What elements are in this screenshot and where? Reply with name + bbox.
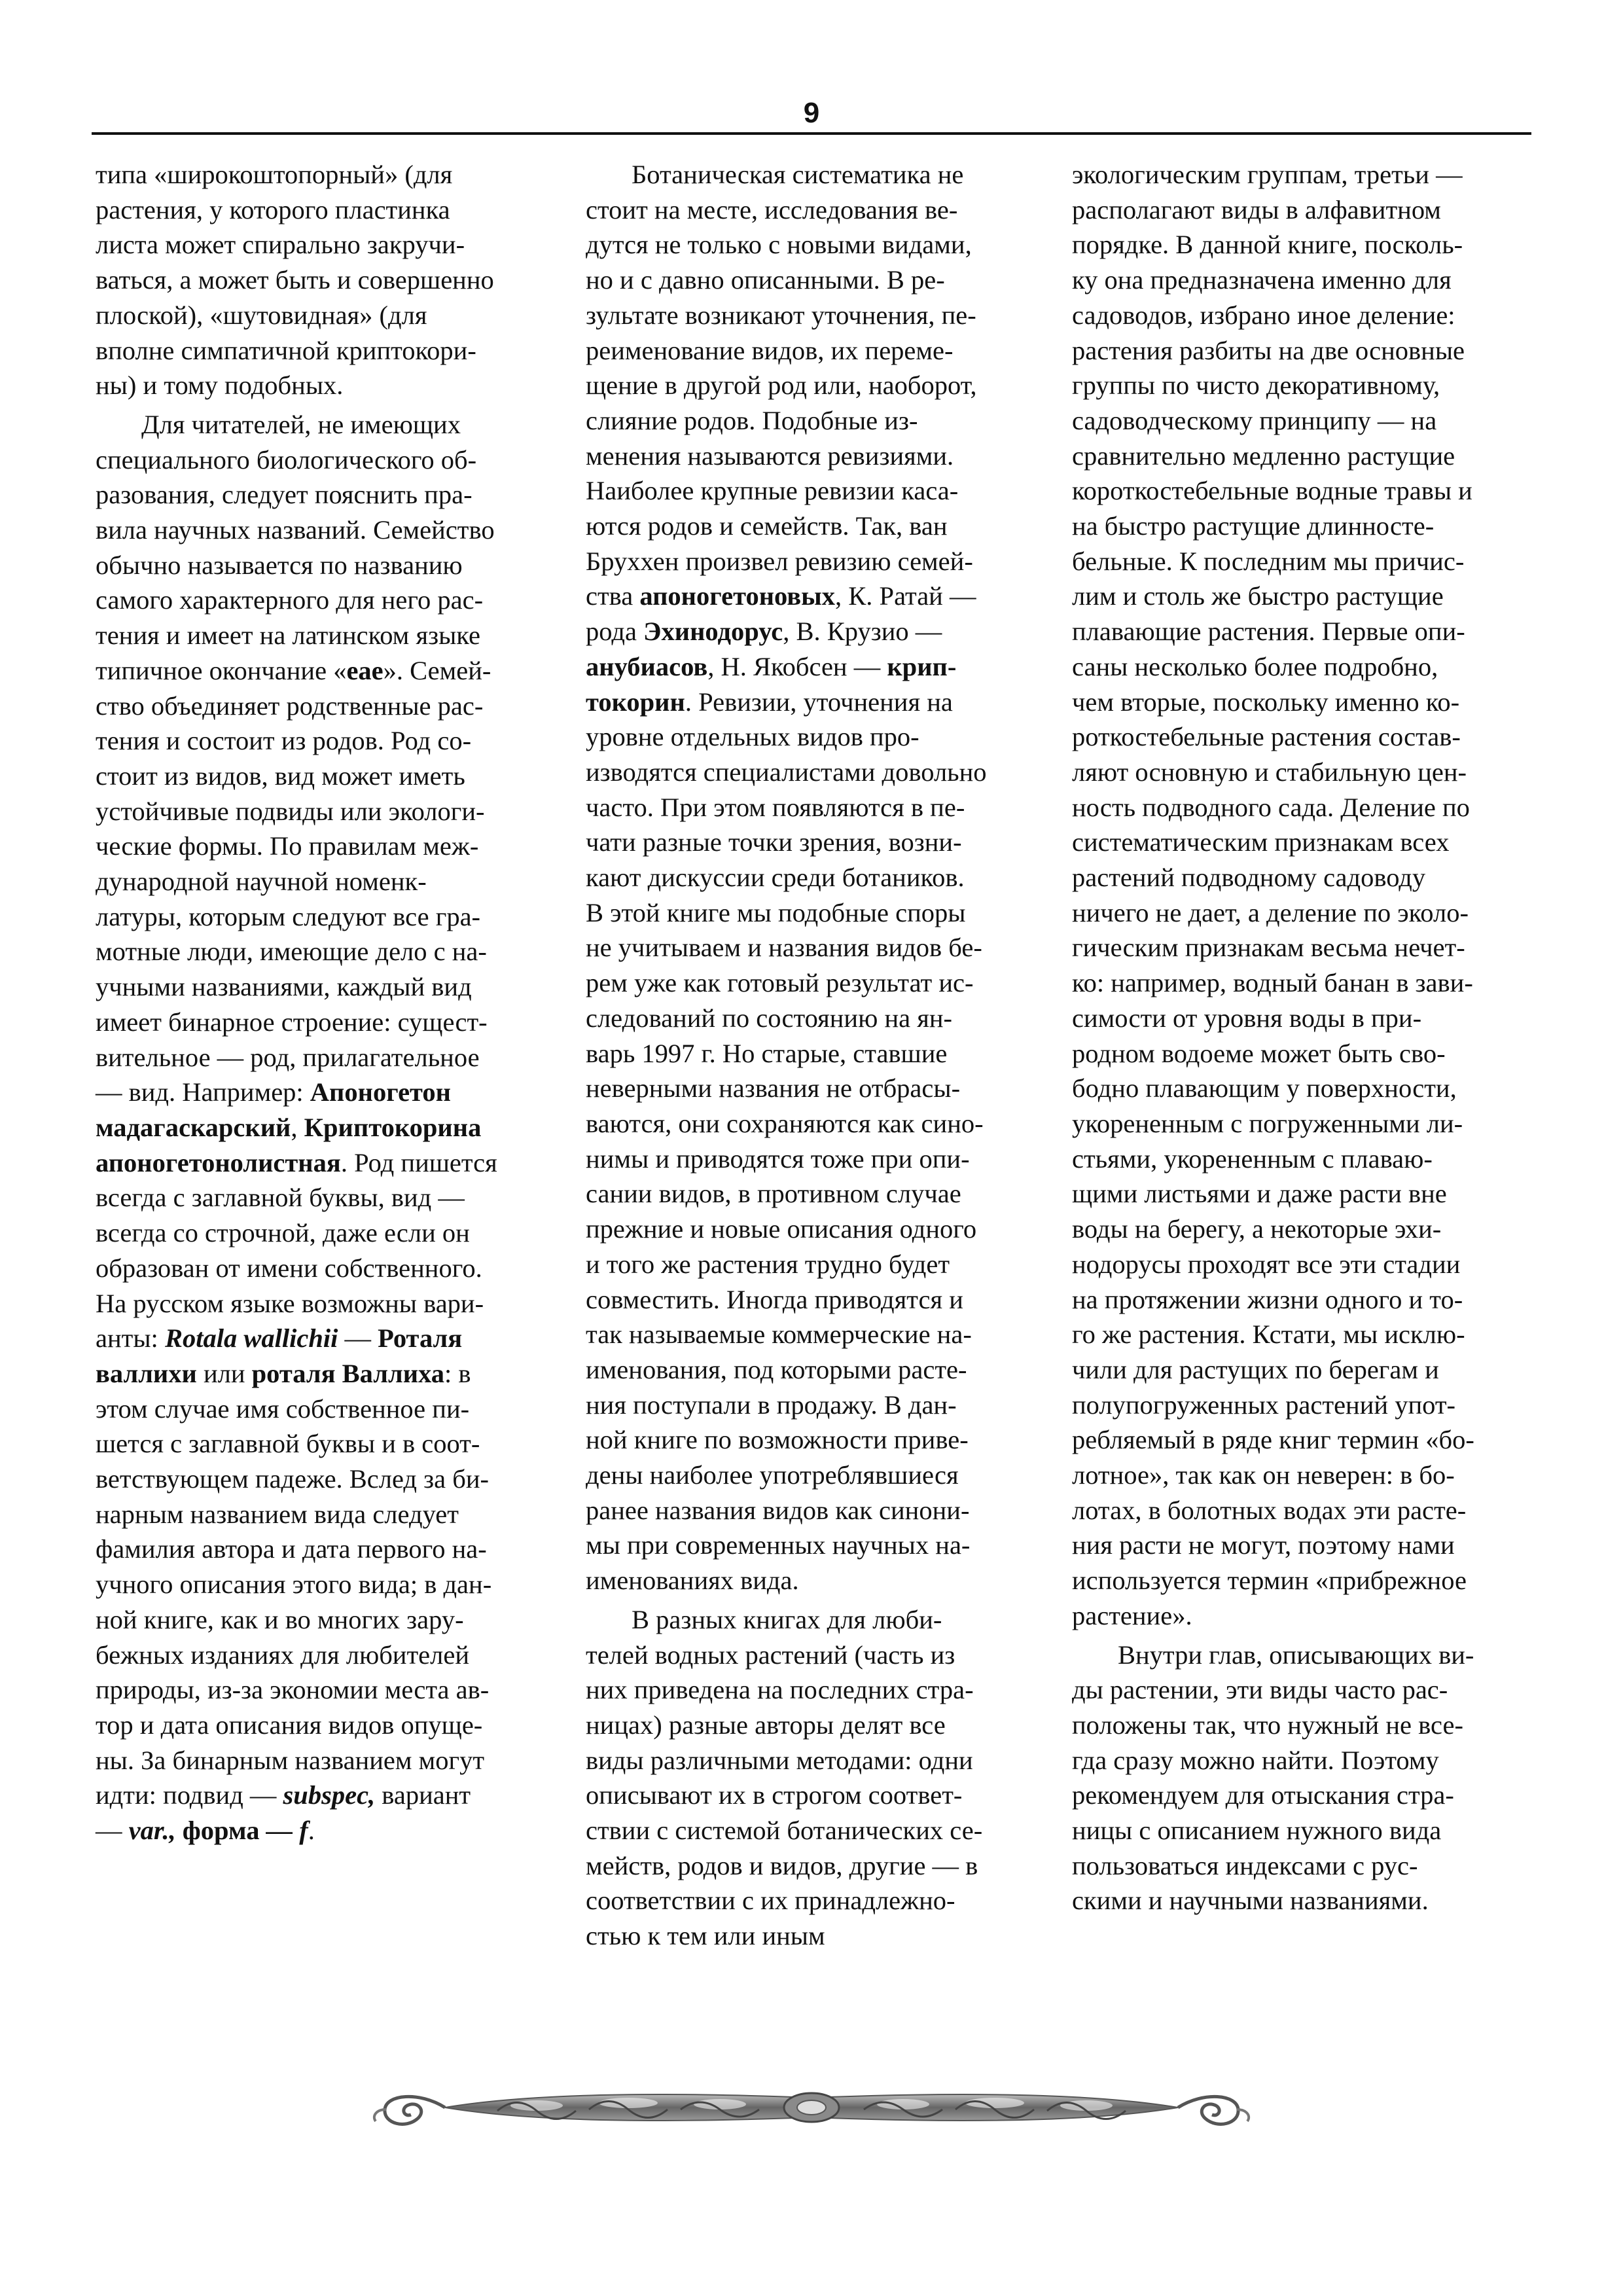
paragraph bbox=[586, 1602, 1044, 1954]
text-line: полупогруженных растений упот- bbox=[1072, 1390, 1456, 1420]
text-line: соответствии с их принадлежно- bbox=[586, 1886, 955, 1916]
text-line: именования, под которыми расте- bbox=[586, 1354, 967, 1384]
text-line: стьями, укорененным с плаваю- bbox=[1072, 1143, 1433, 1174]
text-line: чем вторые, поскольку именно ко- bbox=[1072, 687, 1460, 717]
text-line: лотах, в болотных водах эти расте- bbox=[1072, 1495, 1467, 1525]
text-line: идти: подвид — bbox=[96, 1780, 283, 1810]
species-name: валлихи bbox=[96, 1358, 197, 1388]
species-name: мадагаскарский bbox=[96, 1112, 291, 1142]
text-line: Наиболее крупные ревизии каса- bbox=[586, 476, 959, 506]
text-line: Ботаническая систематика не bbox=[632, 160, 964, 189]
text-line bbox=[260, 1816, 266, 1845]
text-line: ляют основную и стабильную цен- bbox=[1072, 757, 1467, 787]
text-line: — bbox=[96, 1816, 129, 1846]
page-number: 9 bbox=[803, 97, 820, 129]
species-name: роталя Валлиха bbox=[251, 1358, 445, 1388]
text-line: роткостебельные растения состав- bbox=[1072, 722, 1461, 752]
text-line: прежние и новые описания одного bbox=[586, 1214, 977, 1244]
paragraph bbox=[1072, 157, 1531, 1634]
text-line: ния расти не могут, поэтому нами bbox=[1072, 1530, 1455, 1560]
text-line: . bbox=[308, 1816, 315, 1846]
text-line: латуры, которым следуют все гра- bbox=[96, 901, 481, 931]
text-line: ничего не дает, а деление по эколо- bbox=[1072, 897, 1469, 927]
text-line: обычно называется по названию bbox=[96, 550, 463, 580]
text-line: ния поступали в продажу. В дан- bbox=[586, 1390, 957, 1420]
text-line: тор и дата описания видов опуще- bbox=[96, 1710, 483, 1740]
text-line: щение в другой род или, наоборот, bbox=[586, 370, 977, 401]
text-line: гда сразу можно найти. Поэтому bbox=[1072, 1745, 1439, 1775]
text-line: имеет бинарное строение: сущест- bbox=[96, 1007, 488, 1037]
text-line: ребляемый в ряде книг термин «бо- bbox=[1072, 1425, 1474, 1455]
text-line: стью к тем или иным bbox=[586, 1921, 825, 1951]
abbreviation: subspec, bbox=[283, 1780, 376, 1810]
column-right bbox=[1072, 157, 1531, 1918]
text-line: ницах) разные авторы делят все bbox=[586, 1710, 946, 1740]
text-line: ны) и тому подобных. bbox=[96, 370, 344, 401]
abbreviation: var., bbox=[128, 1816, 176, 1846]
text-line: укорененным с погруженными ли- bbox=[1072, 1108, 1463, 1138]
paragraph bbox=[586, 157, 1044, 1598]
text-line: мейств, родов и видов, другие — в bbox=[586, 1850, 978, 1880]
text-line: ной книге, как и во многих зару- bbox=[96, 1604, 464, 1634]
text-line: ствии с системой ботанических се- bbox=[586, 1816, 983, 1846]
text-line: родном водоеме может быть сво- bbox=[1072, 1038, 1446, 1068]
text-line: растение». bbox=[1072, 1600, 1192, 1630]
text-line: шется с заглавной буквы и в соот- bbox=[96, 1429, 480, 1459]
text-line: менения называются ревизиями. bbox=[586, 440, 954, 471]
abbreviation: — f bbox=[266, 1816, 308, 1846]
text-line: На русском языке возможны вари- bbox=[96, 1288, 484, 1318]
text-line: растения, у которого пластинка bbox=[96, 194, 450, 224]
text-line: всегда с заглавной буквы, вид — bbox=[96, 1183, 465, 1213]
header-rule bbox=[92, 132, 1531, 135]
text-line: ются родов и семейств. Так, ван bbox=[586, 511, 948, 541]
text-line: типа «широкоштопорный» (для bbox=[96, 160, 453, 189]
text-line: разования, следует пояснить пра- bbox=[96, 480, 473, 510]
text-line: нимы и приводятся тоже при опи- bbox=[586, 1143, 970, 1174]
text-line: дены наиболее употреблявшиеся bbox=[586, 1460, 959, 1490]
text-line: . Ревизии, уточнения на bbox=[685, 687, 953, 717]
text-line: го же растения. Кстати, мы исклю- bbox=[1072, 1319, 1465, 1350]
paragraph bbox=[1072, 1638, 1531, 1919]
text-line: систематическим признакам всех bbox=[1072, 827, 1450, 857]
text-line: . Род пишется bbox=[340, 1147, 497, 1177]
text-line: анты: bbox=[96, 1323, 165, 1354]
text-line: устойчивые подвиды или экологи- bbox=[96, 796, 485, 826]
text-line: дутся не только с новыми видами, bbox=[586, 230, 972, 260]
text-line: лотное», так как он неверен: в бо- bbox=[1072, 1460, 1455, 1490]
species-name: Криптокорина bbox=[304, 1112, 482, 1142]
species-name: Апоногетон bbox=[310, 1077, 451, 1107]
genus-name: Эхинодорус bbox=[643, 617, 783, 647]
text-line: ство объединяет родственные рас- bbox=[96, 691, 484, 721]
text-line: растения разбиты на две основные bbox=[1072, 335, 1465, 365]
species-name: апоногетонолистная bbox=[96, 1147, 341, 1177]
text-line: природы, из-за экономии места ав- bbox=[96, 1675, 490, 1705]
text-line: следований по состоянию на ян- bbox=[586, 1003, 953, 1033]
text-line: ко: например, водный банан в зави- bbox=[1072, 968, 1473, 998]
text-line: , К. Ратай — bbox=[835, 581, 976, 611]
text-line: тения и состоит из родов. Род со- bbox=[96, 726, 472, 756]
text-line: ветствующем падеже. Вслед за би- bbox=[96, 1464, 490, 1494]
text-line: сравнительно медленно растущие bbox=[1072, 440, 1455, 471]
text-line: бодно плавающим у поверхности, bbox=[1072, 1073, 1457, 1103]
text-line: специального биологического об- bbox=[96, 444, 477, 475]
text-line: зультате возникают уточнения, пе- bbox=[586, 300, 976, 330]
genus-name: анубиасов bbox=[586, 651, 708, 681]
paragraph bbox=[96, 157, 554, 403]
text-line: и того же растения трудно будет bbox=[586, 1249, 950, 1279]
text-line: не учитываем и названия видов бе- bbox=[586, 933, 982, 963]
text-line: чати разные точки зрения, возни- bbox=[586, 827, 962, 857]
species-name: Роталя bbox=[378, 1323, 463, 1354]
text-line: кают дискуссии среди ботаников. bbox=[586, 863, 965, 893]
text-line: них приведена на последних стра- bbox=[586, 1675, 974, 1705]
text-line: порядке. В данной книге, посколь- bbox=[1072, 230, 1463, 260]
text-line: вительное — род, прилагательное bbox=[96, 1042, 480, 1072]
text-line: дународной научной номенк- bbox=[96, 867, 427, 897]
text-line: телей водных растений (часть из bbox=[586, 1640, 955, 1670]
text-line: слияние родов. Подобные из- bbox=[586, 405, 918, 435]
text-line: саны несколько более подробно, bbox=[1072, 651, 1438, 681]
text-line: нодорусы проходят все эти стадии bbox=[1072, 1249, 1461, 1279]
text-line: пользоваться индексами с рус- bbox=[1072, 1850, 1418, 1880]
text-line: ческие формы. По правилам меж- bbox=[96, 831, 479, 861]
text-line: бежных изданиях для любителей bbox=[96, 1640, 470, 1670]
text-line: ранее названия видов как синони- bbox=[586, 1495, 970, 1525]
text-line: воды на берегу, а некоторые эхи- bbox=[1072, 1214, 1442, 1244]
text-line: сании видов, в противном случае bbox=[586, 1179, 961, 1209]
column-middle bbox=[586, 157, 1044, 1954]
text-line: так называемые коммерческие на- bbox=[586, 1319, 972, 1350]
text-line: ства bbox=[586, 581, 640, 611]
text-line: уровне отдельных видов про- bbox=[586, 722, 919, 752]
text-line: образован от имени собственного. bbox=[96, 1253, 482, 1283]
text-line: всегда со строчной, даже если он bbox=[96, 1218, 470, 1248]
text-line: форма bbox=[182, 1816, 260, 1846]
text-line: растений подводному садоводу bbox=[1072, 863, 1426, 893]
text-line: стоит из видов, вид может иметь bbox=[96, 761, 465, 791]
text-line: стоит на месте, исследования ве- bbox=[586, 194, 958, 224]
text-line: учными названиями, каждый вид bbox=[96, 972, 472, 1002]
text-line: учного описания этого вида; в дан- bbox=[96, 1570, 492, 1600]
text-line: В разных книгах для люби- bbox=[632, 1604, 942, 1634]
text-line: ваются, они сохраняются как сино- bbox=[586, 1108, 984, 1138]
text-line: плавающие растения. Первые опи- bbox=[1072, 617, 1465, 647]
text-line: совместить. Иногда приводятся и bbox=[586, 1284, 963, 1314]
text-line: но и с давно описанными. В ре- bbox=[586, 265, 945, 295]
text-line: симости от уровня воды в при- bbox=[1072, 1003, 1422, 1033]
footer-ornament-icon bbox=[366, 2078, 1257, 2137]
text-line: ку она предназначена именно для bbox=[1072, 265, 1452, 295]
latin-species-name: Rotala wallichii bbox=[164, 1323, 338, 1354]
text-line: — bbox=[338, 1323, 378, 1354]
text-line: : в bbox=[444, 1358, 471, 1388]
text-line: группы по чисто декоративному, bbox=[1072, 370, 1440, 401]
text-line: лим и столь же быстро растущие bbox=[1072, 581, 1444, 611]
text-line: рекомендуем для отыскания стра- bbox=[1072, 1780, 1454, 1810]
text-line: — вид. Например: bbox=[96, 1077, 310, 1107]
text-line: В этой книге мы подобные споры bbox=[586, 897, 966, 927]
text-line: часто. При этом появляются в пе- bbox=[586, 792, 965, 822]
text-line: ницы с описанием нужного вида bbox=[1072, 1816, 1442, 1846]
text-line: вила научных названий. Семейство bbox=[96, 515, 495, 545]
text-line: скими и научными названиями. bbox=[1072, 1886, 1429, 1916]
text-line: экологическим группам, третьи — bbox=[1072, 160, 1463, 189]
text-line: мотные люди, имеющие дело с на- bbox=[96, 937, 487, 967]
text-line: мы при современных научных на- bbox=[586, 1530, 971, 1560]
text-line: используется термин «прибрежное bbox=[1072, 1566, 1467, 1596]
text-line: короткостебельные водные травы и bbox=[1072, 476, 1472, 506]
text-line: изводятся специалистами довольно bbox=[586, 757, 987, 787]
genus-name: крип- bbox=[887, 651, 957, 681]
text-line: рем уже как готовый результат ис- bbox=[586, 968, 974, 998]
text-line: листа может спирально закручи- bbox=[96, 230, 465, 260]
text-line bbox=[176, 1816, 183, 1845]
text-line: описывают их в строгом соответ- bbox=[586, 1780, 963, 1810]
text-line: вариант bbox=[375, 1780, 471, 1810]
text-line: именованиях вида. bbox=[586, 1566, 799, 1596]
genus-name: токорин bbox=[586, 687, 685, 717]
text-line: или bbox=[196, 1358, 252, 1388]
text-line: ваться, а может быть и совершенно bbox=[96, 265, 494, 295]
text-line: ». Семей- bbox=[383, 655, 491, 685]
text-line: варь 1997 г. Но старые, ставшие bbox=[586, 1038, 948, 1068]
text-line: ды растении, эти виды часто рас- bbox=[1072, 1675, 1448, 1705]
text-line: рода bbox=[586, 617, 644, 647]
text-line: Внутри глав, описывающих ви- bbox=[1118, 1640, 1474, 1670]
text-line: на быстро растущие длинносте- bbox=[1072, 511, 1435, 541]
text-line: , bbox=[291, 1112, 304, 1142]
text-line: бельные. К последним мы причис- bbox=[1072, 546, 1465, 576]
column-left bbox=[96, 157, 554, 1848]
text-line: виды различными методами: одни bbox=[586, 1745, 973, 1775]
text-line: ны. За бинарным названием могут bbox=[96, 1745, 485, 1775]
text-line: плоской), «шутовидная» (для bbox=[96, 300, 427, 330]
paragraph bbox=[96, 407, 554, 1848]
text-line: вполне симпатичной криптокори- bbox=[96, 335, 476, 365]
text-line: , В. Крузио — bbox=[783, 617, 942, 647]
text-line: фамилия автора и дата первого на- bbox=[96, 1534, 487, 1564]
text-line: Для читателей, не имеющих bbox=[141, 409, 461, 439]
text-line: неверными названия не отбрасы- bbox=[586, 1073, 961, 1103]
text-line: Бруххен произвел ревизию семей- bbox=[586, 546, 973, 576]
text-line: нарным названием вида следует bbox=[96, 1499, 459, 1529]
text-line: самого характерного для него рас- bbox=[96, 585, 484, 615]
text-line: располагают виды в алфавитном bbox=[1072, 194, 1441, 224]
text-line: щими листьями и даже расти вне bbox=[1072, 1179, 1447, 1209]
text-line: тения и имеет на латинском языке bbox=[96, 620, 480, 651]
text-line: ной книге по возможности приве- bbox=[586, 1425, 969, 1455]
text-line: , Н. Якобсен — bbox=[707, 651, 887, 681]
text-line: ность подводного сада. Деление по bbox=[1072, 792, 1470, 822]
text-line: садоводов, избрано иное деление: bbox=[1072, 300, 1455, 330]
text-line: гическим признакам весьма нечет- bbox=[1072, 933, 1465, 963]
text-line: этом случае имя собственное пи- bbox=[96, 1393, 470, 1424]
text-line: чили для растущих по берегам и bbox=[1072, 1354, 1439, 1384]
text-line: на протяжении жизни одного и то- bbox=[1072, 1284, 1463, 1314]
text-line: садоводческому принципу — на bbox=[1072, 405, 1437, 435]
family-name: апоногетоновых bbox=[639, 581, 836, 611]
text-line: типичное окончание « bbox=[96, 655, 347, 685]
latin-ending: eae bbox=[346, 655, 383, 685]
text-line: положены так, что нужный не все- bbox=[1072, 1710, 1463, 1740]
text-line: реименование видов, их переме- bbox=[586, 335, 954, 365]
